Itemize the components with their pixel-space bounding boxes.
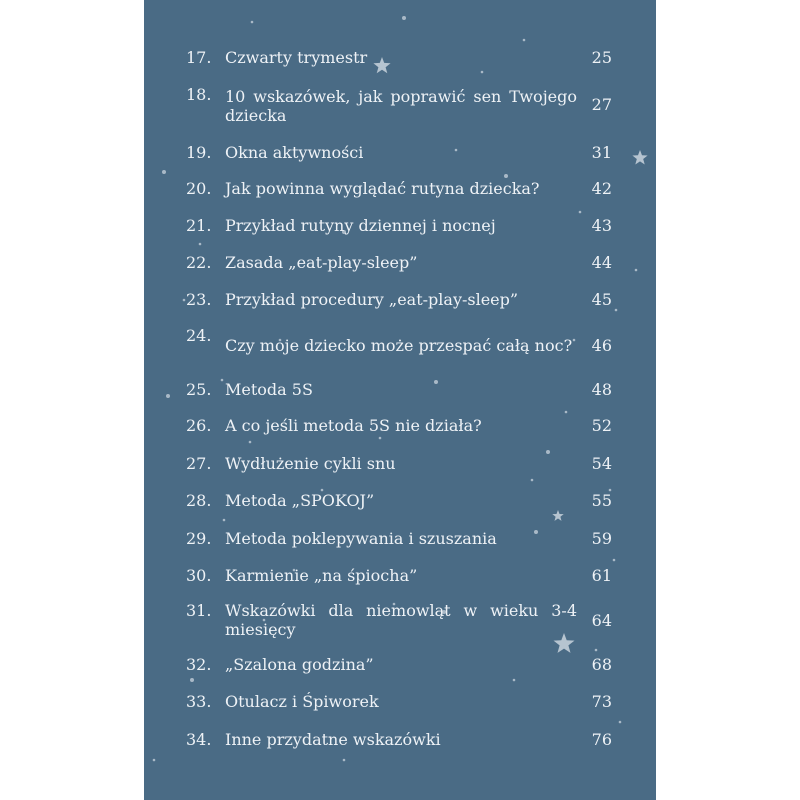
toc-number: 31. [186, 601, 212, 620]
toc-page-number: 25 [591, 48, 612, 67]
toc-number: 21. [186, 216, 212, 235]
toc-page-number: 54 [591, 454, 612, 473]
star-dot [481, 71, 484, 74]
toc-page-number: 46 [591, 336, 612, 355]
star-dot [166, 394, 170, 398]
star-dot [531, 479, 534, 482]
star-dot [249, 441, 252, 444]
toc-number: 24. [186, 326, 212, 345]
toc-title: Zasada „eat-play-sleep” [225, 253, 418, 272]
toc-title: Czy moje dziecko może przespać całą noc? [225, 336, 573, 355]
star-dot [504, 174, 508, 178]
star-dot [153, 759, 156, 762]
toc-title: Przykład rutyny dziennej i nocnej [225, 216, 496, 235]
toc-number: 29. [186, 529, 212, 548]
star-dot [199, 243, 202, 246]
toc-number: 22. [186, 253, 212, 272]
star-dot [523, 39, 526, 42]
toc-page-number: 48 [591, 380, 612, 399]
toc-page-number: 45 [591, 290, 612, 309]
toc-title: Jak powinna wyglądać rutyna dziecka? [225, 179, 540, 198]
book-page [144, 0, 656, 800]
toc-number: 18. [186, 85, 212, 104]
toc-page-number: 27 [591, 95, 612, 114]
toc-page-number: 68 [591, 655, 612, 674]
toc-title: 10 wskazówek, jak poprawić sen Twojego dziecka [225, 87, 577, 125]
star-dot [619, 721, 622, 724]
toc-number: 17. [186, 48, 212, 67]
star-dot [595, 649, 598, 652]
toc-title: Przykład procedury „eat-play-sleep” [225, 290, 519, 309]
star-dot [513, 679, 516, 682]
star-dot [190, 678, 194, 682]
toc-number: 30. [186, 566, 212, 585]
toc-title: Inne przydatne wskazówki [225, 730, 441, 749]
toc-number: 28. [186, 491, 212, 510]
toc-title: Wydłużenie cykli snu [225, 454, 396, 473]
toc-page-number: 76 [591, 730, 612, 749]
toc-number: 26. [186, 416, 212, 435]
star-dot [162, 170, 166, 174]
toc-number: 20. [186, 179, 212, 198]
star-dot [343, 759, 346, 762]
toc-title: A co jeśli metoda 5S nie działa? [225, 416, 482, 435]
star-dot [183, 299, 186, 302]
toc-title: Otulacz i Śpiworek [225, 692, 379, 711]
star-dot [565, 411, 568, 414]
star-dot [635, 269, 638, 272]
toc-title: Metoda „SPOKOJ” [225, 491, 375, 510]
toc-title: Metoda poklepywania i szuszania [225, 529, 497, 548]
toc-title: „Szalona godzina” [225, 655, 374, 674]
toc-page-number: 44 [591, 253, 612, 272]
toc-title: Czwarty trymestr [225, 48, 368, 67]
star-dot [379, 437, 382, 440]
toc-number: 23. [186, 290, 212, 309]
toc-title: Wskazówki dla niemowląt w wieku 3-4 miesięcy [225, 601, 577, 639]
toc-number: 34. [186, 730, 212, 749]
toc-title: Karmienie „na śpiocha” [225, 566, 418, 585]
toc-page-number: 55 [591, 491, 612, 510]
toc-number: 32. [186, 655, 212, 674]
star-shape [552, 510, 563, 521]
toc-page-number: 73 [591, 692, 612, 711]
toc-number: 33. [186, 692, 212, 711]
star-dot [251, 21, 254, 24]
toc-page-number: 43 [591, 216, 612, 235]
star-dot [579, 211, 582, 214]
star-dot [402, 16, 406, 20]
toc-page-number: 61 [591, 566, 612, 585]
toc-page-number: 64 [591, 611, 612, 630]
toc-page-number: 31 [591, 143, 612, 162]
toc-title: Okna aktywności [225, 143, 364, 162]
star-shape [632, 150, 647, 165]
toc-number: 19. [186, 143, 212, 162]
toc-page-number: 42 [591, 179, 612, 198]
star-dot [223, 519, 226, 522]
star-dot [615, 309, 618, 312]
toc-number: 25. [186, 380, 212, 399]
star-dot [221, 379, 224, 382]
star-dot [613, 559, 616, 562]
toc-page-number: 59 [591, 529, 612, 548]
toc-number: 27. [186, 454, 212, 473]
toc-title: Metoda 5S [225, 380, 313, 399]
toc-page-number: 52 [591, 416, 612, 435]
